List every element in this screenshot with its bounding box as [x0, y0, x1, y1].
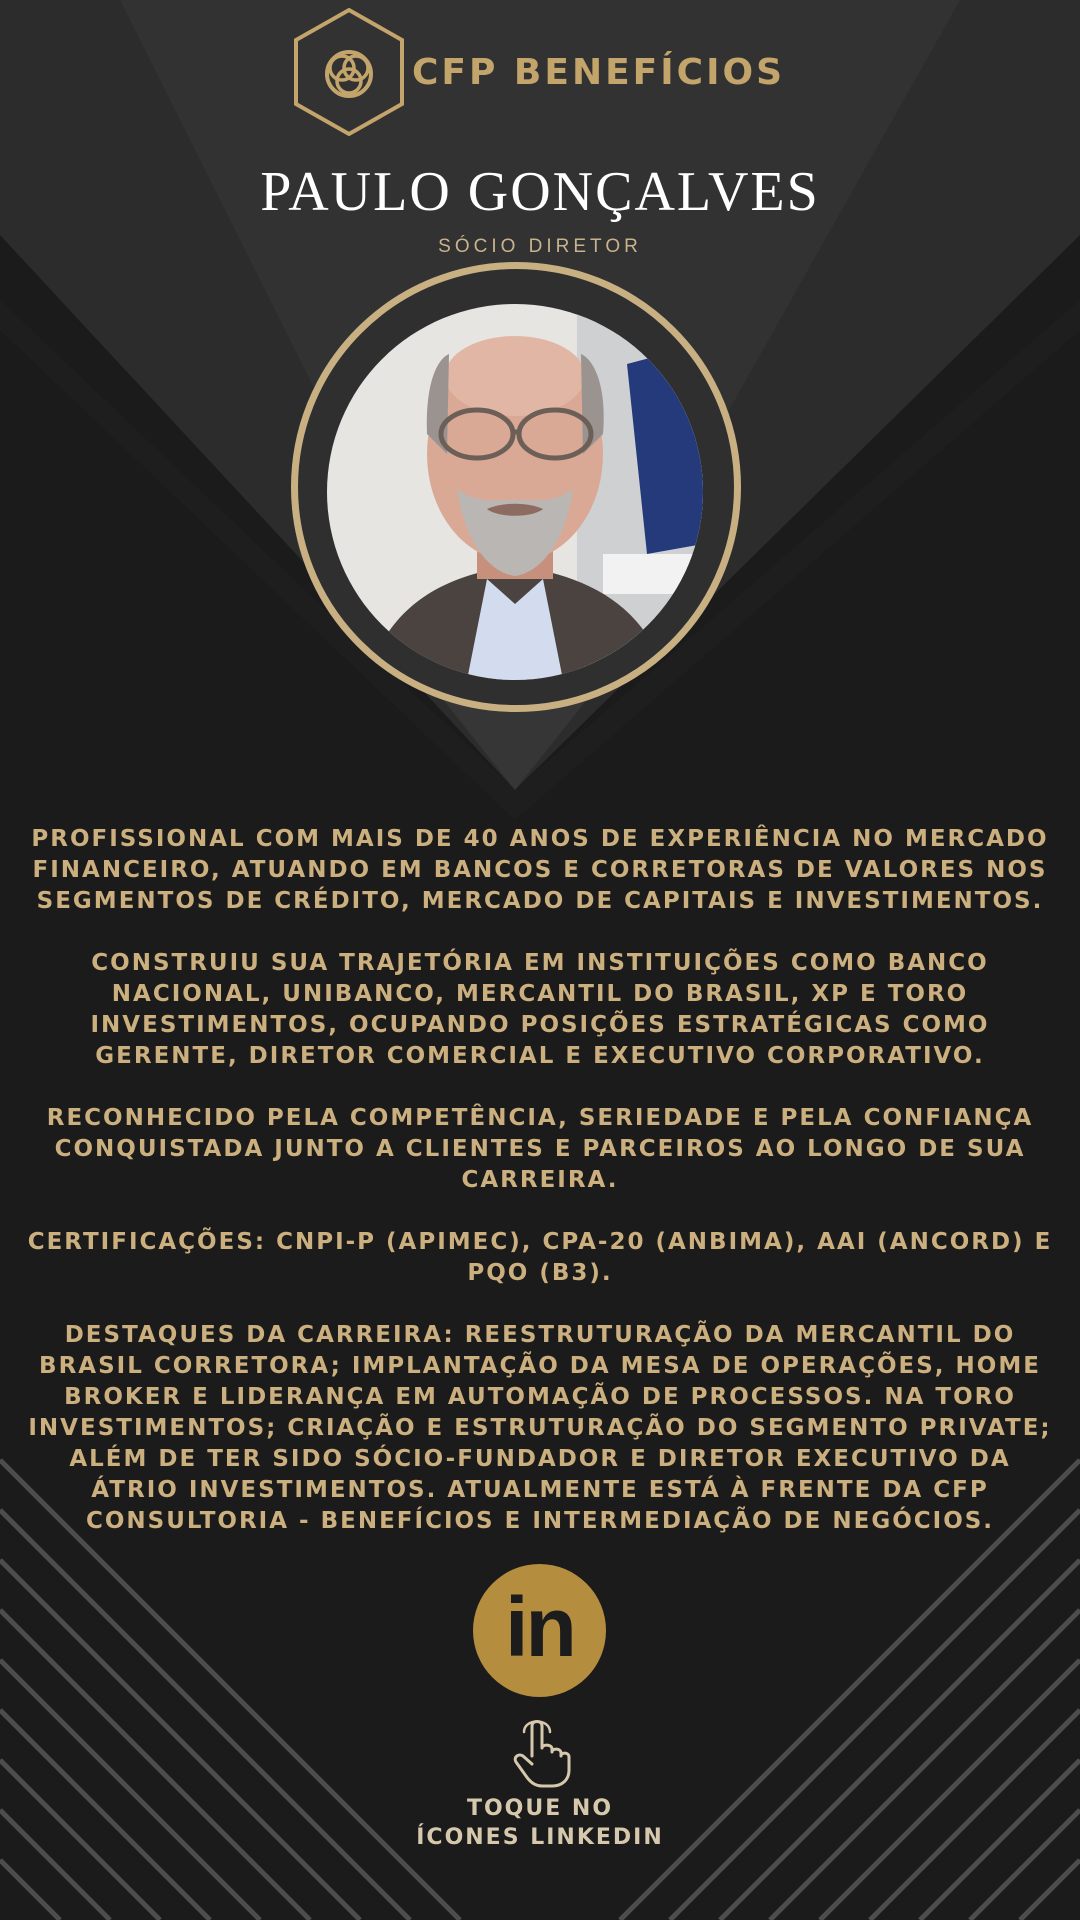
- bio-paragraph-experience: PROFISSIONAL COM MAIS DE 40 ANOS DE EXPERIÊNCIA NO MERCADO FINANCEIRO, ATUANDO EM BANCOS E CORRETORAS DE VALORES NOS SEGMENTOS DE CRÉDITO, MERCADO DE CAPITAIS E INVESTIMENTOS.: [31, 826, 1049, 914]
- bio-paragraph-highlights: DESTAQUES DA CARREIRA: REESTRUTURAÇÃO DA MERCANTIL DO BRASIL CORRETORA; IMPLANTAÇÃO DA MESA DE OPERAÇÕES, HOME BROKER E LIDERANÇA EM AUTOMAÇÃO DE PROCESSOS. NA TORO INVESTIMENTOS; CRIAÇÃO E ESTRUTURAÇÃO DO SEGMENTO PRIVATE; ALÉM DE TER SIDO SÓCIO-FUNDADOR E DIRETOR EXECUTIVO DA ÁTRIO INVESTIMENTOS. ATUALMENTE ESTÁ À FRENTE DA CFP CONSULTORIA - BENEFÍCIOS E INTERMEDIAÇÃO DE NEGÓCIOS.: [28, 1322, 1052, 1534]
- bio: [18, 824, 1062, 1568]
- avatar: [327, 304, 703, 680]
- bio-paragraph-career: CONSTRUIU SUA TRAJETÓRIA EM INSTITUIÇÕES COMO BANCO NACIONAL, UNIBANCO, MERCANTIL DO BRASIL, XP E TORO INVESTIMENTOS, OCUPANDO POSIÇÕES ESTRATÉGICAS COMO GERENTE, DIRETOR COMERCIAL E EXECUTIVO CORPORATIVO.: [90, 950, 990, 1069]
- bio-paragraph-recognition: RECONHECIDO PELA COMPETÊNCIA, SERIEDADE E PELA CONFIANÇA CONQUISTADA JUNTO A CLIENTES E PARCEIROS AO LONGO DE SUA CARREIRA.: [46, 1105, 1034, 1193]
- hexagon-knot-icon: [290, 6, 408, 138]
- bio-paragraph-certifications: CERTIFICAÇÕES: CNPI-P (APIMEC), CPA-20 (ANBIMA), AAI (ANCORD) E PQO (B3).: [27, 1229, 1053, 1286]
- profile-role: SÓCIO DIRETOR: [438, 236, 642, 257]
- linkedin-icon: in: [505, 1580, 574, 1674]
- linkedin-button[interactable]: [473, 1564, 606, 1697]
- brand-name: CFP BENEFÍCIOS: [412, 51, 786, 93]
- profile-name: PAULO GONÇALVES: [260, 161, 820, 223]
- brand-logo: [290, 6, 810, 138]
- cta-text: TOQUE NO ÍCONES LINKEDIN: [416, 1796, 664, 1850]
- pointing-hand-icon: [510, 1718, 572, 1788]
